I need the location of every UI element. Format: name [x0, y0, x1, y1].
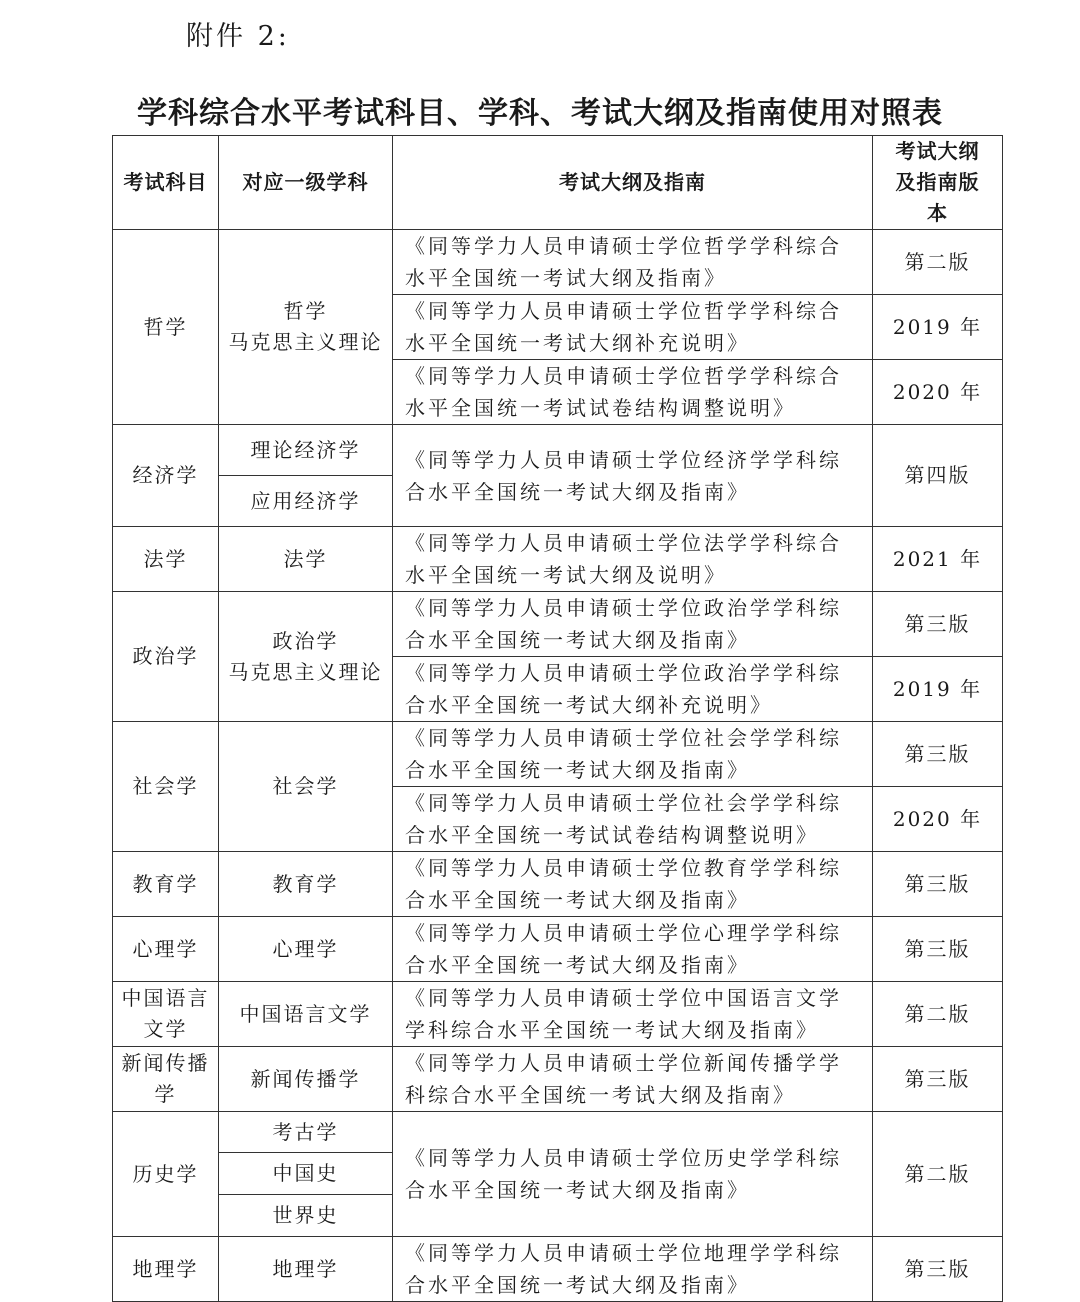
guide-cell: 《同等学力人员申请硕士学位社会学学科综合水平全国统一考试大纲及指南》 — [393, 722, 873, 787]
table-row — [113, 982, 1003, 1047]
guide-cell: 《同等学力人员申请硕士学位历史学学科综合水平全国统一考试大纲及指南》 — [393, 1112, 873, 1237]
version-cell: 第三版 — [873, 722, 1003, 787]
discipline-cell: 社会学 — [219, 722, 393, 852]
header-version: 考试大纲及指南版本 — [873, 136, 1003, 230]
subject-cell: 教育学 — [113, 852, 219, 917]
subject-cell: 历史学 — [113, 1112, 219, 1237]
table-row — [113, 722, 1003, 787]
subject-cell: 社会学 — [113, 722, 219, 852]
document-title: 学科综合水平考试科目、学科、考试大纲及指南使用对照表 — [137, 96, 943, 131]
guide-cell: 《同等学力人员申请硕士学位经济学学科综合水平全国统一考试大纲及指南》 — [393, 425, 873, 527]
table-row — [113, 852, 1003, 917]
discipline-cell: 新闻传播学 — [219, 1047, 393, 1112]
discipline-cell: 教育学 — [219, 852, 393, 917]
subject-cell: 新闻传播学 — [113, 1047, 219, 1112]
discipline-cell: 心理学 — [219, 917, 393, 982]
subject-cell: 政治学 — [113, 592, 219, 722]
attachment-label: 附件 2: — [186, 21, 290, 52]
discipline-cell: 哲学 马克思主义理论 — [219, 230, 393, 425]
guide-cell: 《同等学力人员申请硕士学位地理学学科综合水平全国统一考试大纲及指南》 — [393, 1237, 873, 1302]
table-row — [113, 425, 1003, 476]
version-cell: 第三版 — [873, 1047, 1003, 1112]
discipline-cell: 法学 — [219, 527, 393, 592]
table-row — [113, 1237, 1003, 1302]
version-cell: 2020 年 — [873, 787, 1003, 852]
subject-cell: 地理学 — [113, 1237, 219, 1302]
guide-cell: 《同等学力人员申请硕士学位法学学科综合水平全国统一考试大纲及说明》 — [393, 527, 873, 592]
version-cell: 2020 年 — [873, 360, 1003, 425]
table-header-row — [113, 136, 1003, 230]
version-cell: 2019 年 — [873, 657, 1003, 722]
version-cell: 2021 年 — [873, 527, 1003, 592]
discipline-cell: 中国语言文学 — [219, 982, 393, 1047]
table-row — [113, 527, 1003, 592]
subject-cell: 中国语言文学 — [113, 982, 219, 1047]
version-cell: 第三版 — [873, 592, 1003, 657]
table-row — [113, 917, 1003, 982]
header-subject: 考试科目 — [113, 136, 219, 230]
table-row — [113, 1112, 1003, 1153]
comparison-table — [112, 135, 1003, 1302]
guide-cell: 《同等学力人员申请硕士学位中国语言文学学科综合水平全国统一考试大纲及指南》 — [393, 982, 873, 1047]
guide-cell: 《同等学力人员申请硕士学位哲学学科综合水平全国统一考试试卷结构调整说明》 — [393, 360, 873, 425]
version-cell: 第三版 — [873, 917, 1003, 982]
version-cell: 第三版 — [873, 852, 1003, 917]
subject-cell: 心理学 — [113, 917, 219, 982]
discipline-cell: 理论经济学 — [219, 425, 393, 476]
subject-cell: 法学 — [113, 527, 219, 592]
discipline-cell: 地理学 — [219, 1237, 393, 1302]
version-cell: 第三版 — [873, 1237, 1003, 1302]
header-guide: 考试大纲及指南 — [393, 136, 873, 230]
header-discipline: 对应一级学科 — [219, 136, 393, 230]
subject-cell: 哲学 — [113, 230, 219, 425]
guide-cell: 《同等学力人员申请硕士学位哲学学科综合水平全国统一考试大纲及指南》 — [393, 230, 873, 295]
table-row — [113, 230, 1003, 295]
version-cell: 第二版 — [873, 1112, 1003, 1237]
version-cell: 第二版 — [873, 982, 1003, 1047]
discipline-cell: 考古学 — [219, 1112, 393, 1153]
table-row — [113, 1047, 1003, 1112]
guide-cell: 《同等学力人员申请硕士学位政治学学科综合水平全国统一考试大纲及指南》 — [393, 592, 873, 657]
version-cell: 第四版 — [873, 425, 1003, 527]
guide-cell: 《同等学力人员申请硕士学位社会学学科综合水平全国统一考试试卷结构调整说明》 — [393, 787, 873, 852]
discipline-cell: 应用经济学 — [219, 476, 393, 527]
guide-cell: 《同等学力人员申请硕士学位政治学学科综合水平全国统一考试大纲补充说明》 — [393, 657, 873, 722]
table-row — [113, 592, 1003, 657]
discipline-cell: 世界史 — [219, 1195, 393, 1237]
version-cell: 2019 年 — [873, 295, 1003, 360]
guide-cell: 《同等学力人员申请硕士学位心理学学科综合水平全国统一考试大纲及指南》 — [393, 917, 873, 982]
guide-cell: 《同等学力人员申请硕士学位教育学学科综合水平全国统一考试大纲及指南》 — [393, 852, 873, 917]
subject-cell: 经济学 — [113, 425, 219, 527]
discipline-cell: 中国史 — [219, 1153, 393, 1195]
guide-cell: 《同等学力人员申请硕士学位哲学学科综合水平全国统一考试大纲补充说明》 — [393, 295, 873, 360]
guide-cell: 《同等学力人员申请硕士学位新闻传播学学科综合水平全国统一考试大纲及指南》 — [393, 1047, 873, 1112]
discipline-cell: 政治学 马克思主义理论 — [219, 592, 393, 722]
version-cell: 第二版 — [873, 230, 1003, 295]
